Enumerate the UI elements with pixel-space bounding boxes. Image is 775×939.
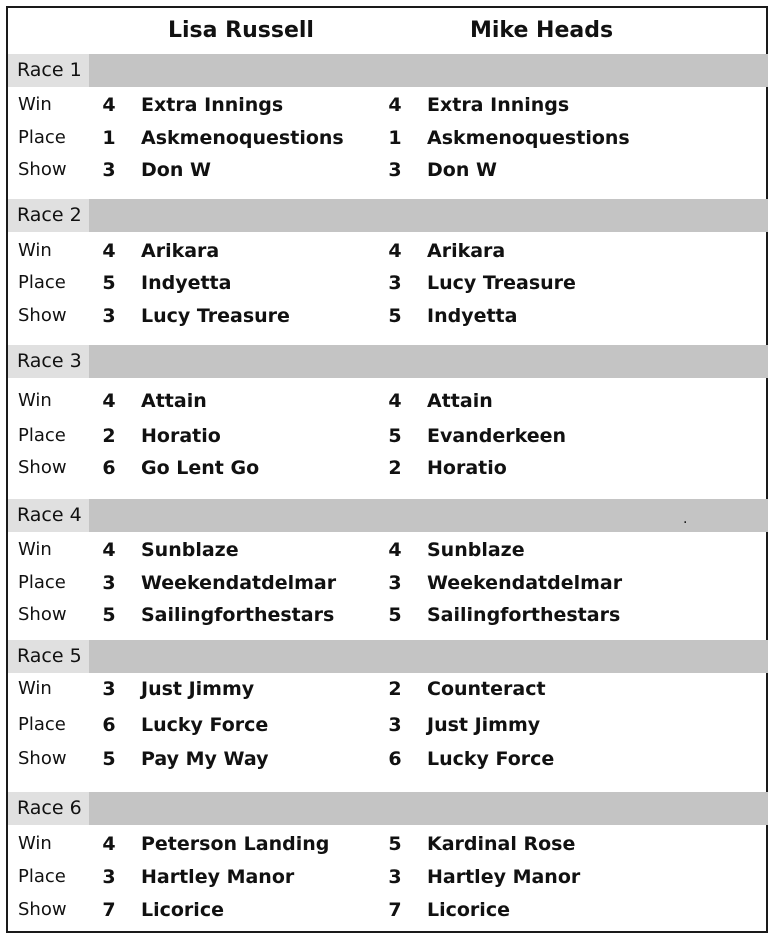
lisa-horse: Sunblaze (141, 539, 239, 561)
race-5-win-row (0, 674, 775, 704)
position-label: Show (18, 159, 67, 180)
position-label: Win (18, 833, 52, 854)
race-1-bar (8, 54, 768, 87)
race-2-show-row (0, 301, 775, 331)
mike-horse: Evanderkeen (427, 425, 566, 447)
mike-horse: Horatio (427, 457, 507, 479)
race-3-show-row (0, 453, 775, 483)
mike-number: 5 (388, 305, 402, 327)
lisa-horse: Sailingforthestars (141, 604, 335, 626)
mike-horse: Hartley Manor (427, 866, 581, 888)
mike-number: 5 (388, 425, 402, 447)
race-3-place-row (0, 421, 775, 451)
position-label: Show (18, 457, 67, 478)
position-label: Win (18, 240, 52, 261)
position-label: Place (18, 866, 66, 887)
position-label: Win (18, 539, 52, 560)
header-mike-heads: Mike Heads (470, 18, 614, 43)
mike-horse: Extra Innings (427, 94, 570, 116)
mike-horse: Arikara (427, 240, 506, 262)
position-label: Show (18, 305, 67, 326)
lisa-number: 4 (102, 240, 116, 262)
lisa-number: 3 (102, 866, 116, 888)
race-5-place-row (0, 710, 775, 740)
lisa-number: 3 (102, 305, 116, 327)
lisa-horse: Attain (141, 390, 207, 412)
lisa-number: 4 (102, 833, 116, 855)
mike-number: 5 (388, 833, 402, 855)
position-label: Show (18, 604, 67, 625)
mike-horse: Askmenoquestions (427, 127, 630, 149)
race-4-label: Race 4 (8, 499, 89, 532)
race-6-show-row (0, 895, 775, 925)
race-1-label: Race 1 (8, 54, 89, 87)
stray-dot: . (683, 511, 688, 527)
race-6-place-row (0, 862, 775, 892)
race-1-place-row (0, 123, 775, 153)
race-2-label: Race 2 (8, 199, 89, 232)
race-1-show-row (0, 155, 775, 185)
lisa-horse: Weekendatdelmar (141, 572, 337, 594)
mike-number: 3 (388, 714, 402, 736)
lisa-horse: Horatio (141, 425, 221, 447)
lisa-number: 2 (102, 425, 116, 447)
race-3-bar (8, 345, 768, 378)
race-5-show-row (0, 744, 775, 774)
lisa-number: 1 (102, 127, 116, 149)
position-label: Place (18, 272, 66, 293)
mike-number: 4 (388, 539, 402, 561)
lisa-number: 7 (102, 899, 116, 921)
lisa-number: 4 (102, 539, 116, 561)
lisa-horse: Indyetta (141, 272, 232, 294)
lisa-number: 6 (102, 714, 116, 736)
position-label: Place (18, 714, 66, 735)
mike-number: 3 (388, 866, 402, 888)
race-4-win-row (0, 535, 775, 565)
mike-horse: Licorice (427, 899, 510, 921)
race-1-win-row (0, 90, 775, 120)
race-2-bar (8, 199, 768, 232)
position-label: Place (18, 127, 66, 148)
lisa-number: 5 (102, 604, 116, 626)
lisa-horse: Licorice (141, 899, 224, 921)
header-lisa-russell: Lisa Russell (168, 18, 314, 43)
mike-horse: Weekendatdelmar (427, 572, 623, 594)
lisa-horse: Peterson Landing (141, 833, 330, 855)
race-3-label: Race 3 (8, 345, 89, 378)
race-6-bar (8, 792, 768, 825)
lisa-horse: Askmenoquestions (141, 127, 344, 149)
position-label: Place (18, 572, 66, 593)
mike-number: 3 (388, 272, 402, 294)
lisa-horse: Hartley Manor (141, 866, 295, 888)
position-label: Show (18, 899, 67, 920)
lisa-number: 3 (102, 159, 116, 181)
mike-horse: Sailingforthestars (427, 604, 621, 626)
mike-number: 7 (388, 899, 402, 921)
position-label: Show (18, 748, 67, 769)
mike-horse: Attain (427, 390, 493, 412)
mike-number: 2 (388, 457, 402, 479)
lisa-number: 4 (102, 94, 116, 116)
mike-horse: Indyetta (427, 305, 518, 327)
lisa-horse: Go Lent Go (141, 457, 260, 479)
position-label: Win (18, 94, 52, 115)
race-5-bar (8, 640, 768, 673)
lisa-horse: Don W (141, 159, 211, 181)
lisa-horse: Lucky Force (141, 714, 269, 736)
lisa-horse: Lucy Treasure (141, 305, 290, 327)
mike-number: 3 (388, 572, 402, 594)
mike-number: 3 (388, 159, 402, 181)
mike-horse: Counteract (427, 678, 546, 700)
mike-number: 4 (388, 240, 402, 262)
mike-horse: Don W (427, 159, 497, 181)
position-label: Win (18, 390, 52, 411)
mike-number: 6 (388, 748, 402, 770)
race-4-place-row (0, 568, 775, 598)
race-6-label: Race 6 (8, 792, 89, 825)
mike-number: 1 (388, 127, 402, 149)
race-5-label: Race 5 (8, 640, 89, 673)
mike-horse: Lucky Force (427, 748, 555, 770)
position-label: Place (18, 425, 66, 446)
mike-number: 4 (388, 94, 402, 116)
race-2-place-row (0, 268, 775, 298)
mike-horse: Sunblaze (427, 539, 525, 561)
lisa-horse: Arikara (141, 240, 220, 262)
race-6-win-row (0, 829, 775, 859)
lisa-number: 4 (102, 390, 116, 412)
lisa-number: 3 (102, 678, 116, 700)
race-4-bar (8, 499, 768, 532)
lisa-horse: Pay My Way (141, 748, 269, 770)
lisa-horse: Just Jimmy (141, 678, 255, 700)
mike-horse: Kardinal Rose (427, 833, 576, 855)
mike-number: 5 (388, 604, 402, 626)
lisa-number: 6 (102, 457, 116, 479)
mike-number: 4 (388, 390, 402, 412)
position-label: Win (18, 678, 52, 699)
race-2-win-row (0, 236, 775, 266)
mike-horse: Lucy Treasure (427, 272, 576, 294)
race-4-show-row (0, 600, 775, 630)
lisa-number: 3 (102, 572, 116, 594)
race-3-win-row (0, 386, 775, 416)
lisa-number: 5 (102, 272, 116, 294)
mike-number: 2 (388, 678, 402, 700)
mike-horse: Just Jimmy (427, 714, 541, 736)
lisa-horse: Extra Innings (141, 94, 284, 116)
lisa-number: 5 (102, 748, 116, 770)
